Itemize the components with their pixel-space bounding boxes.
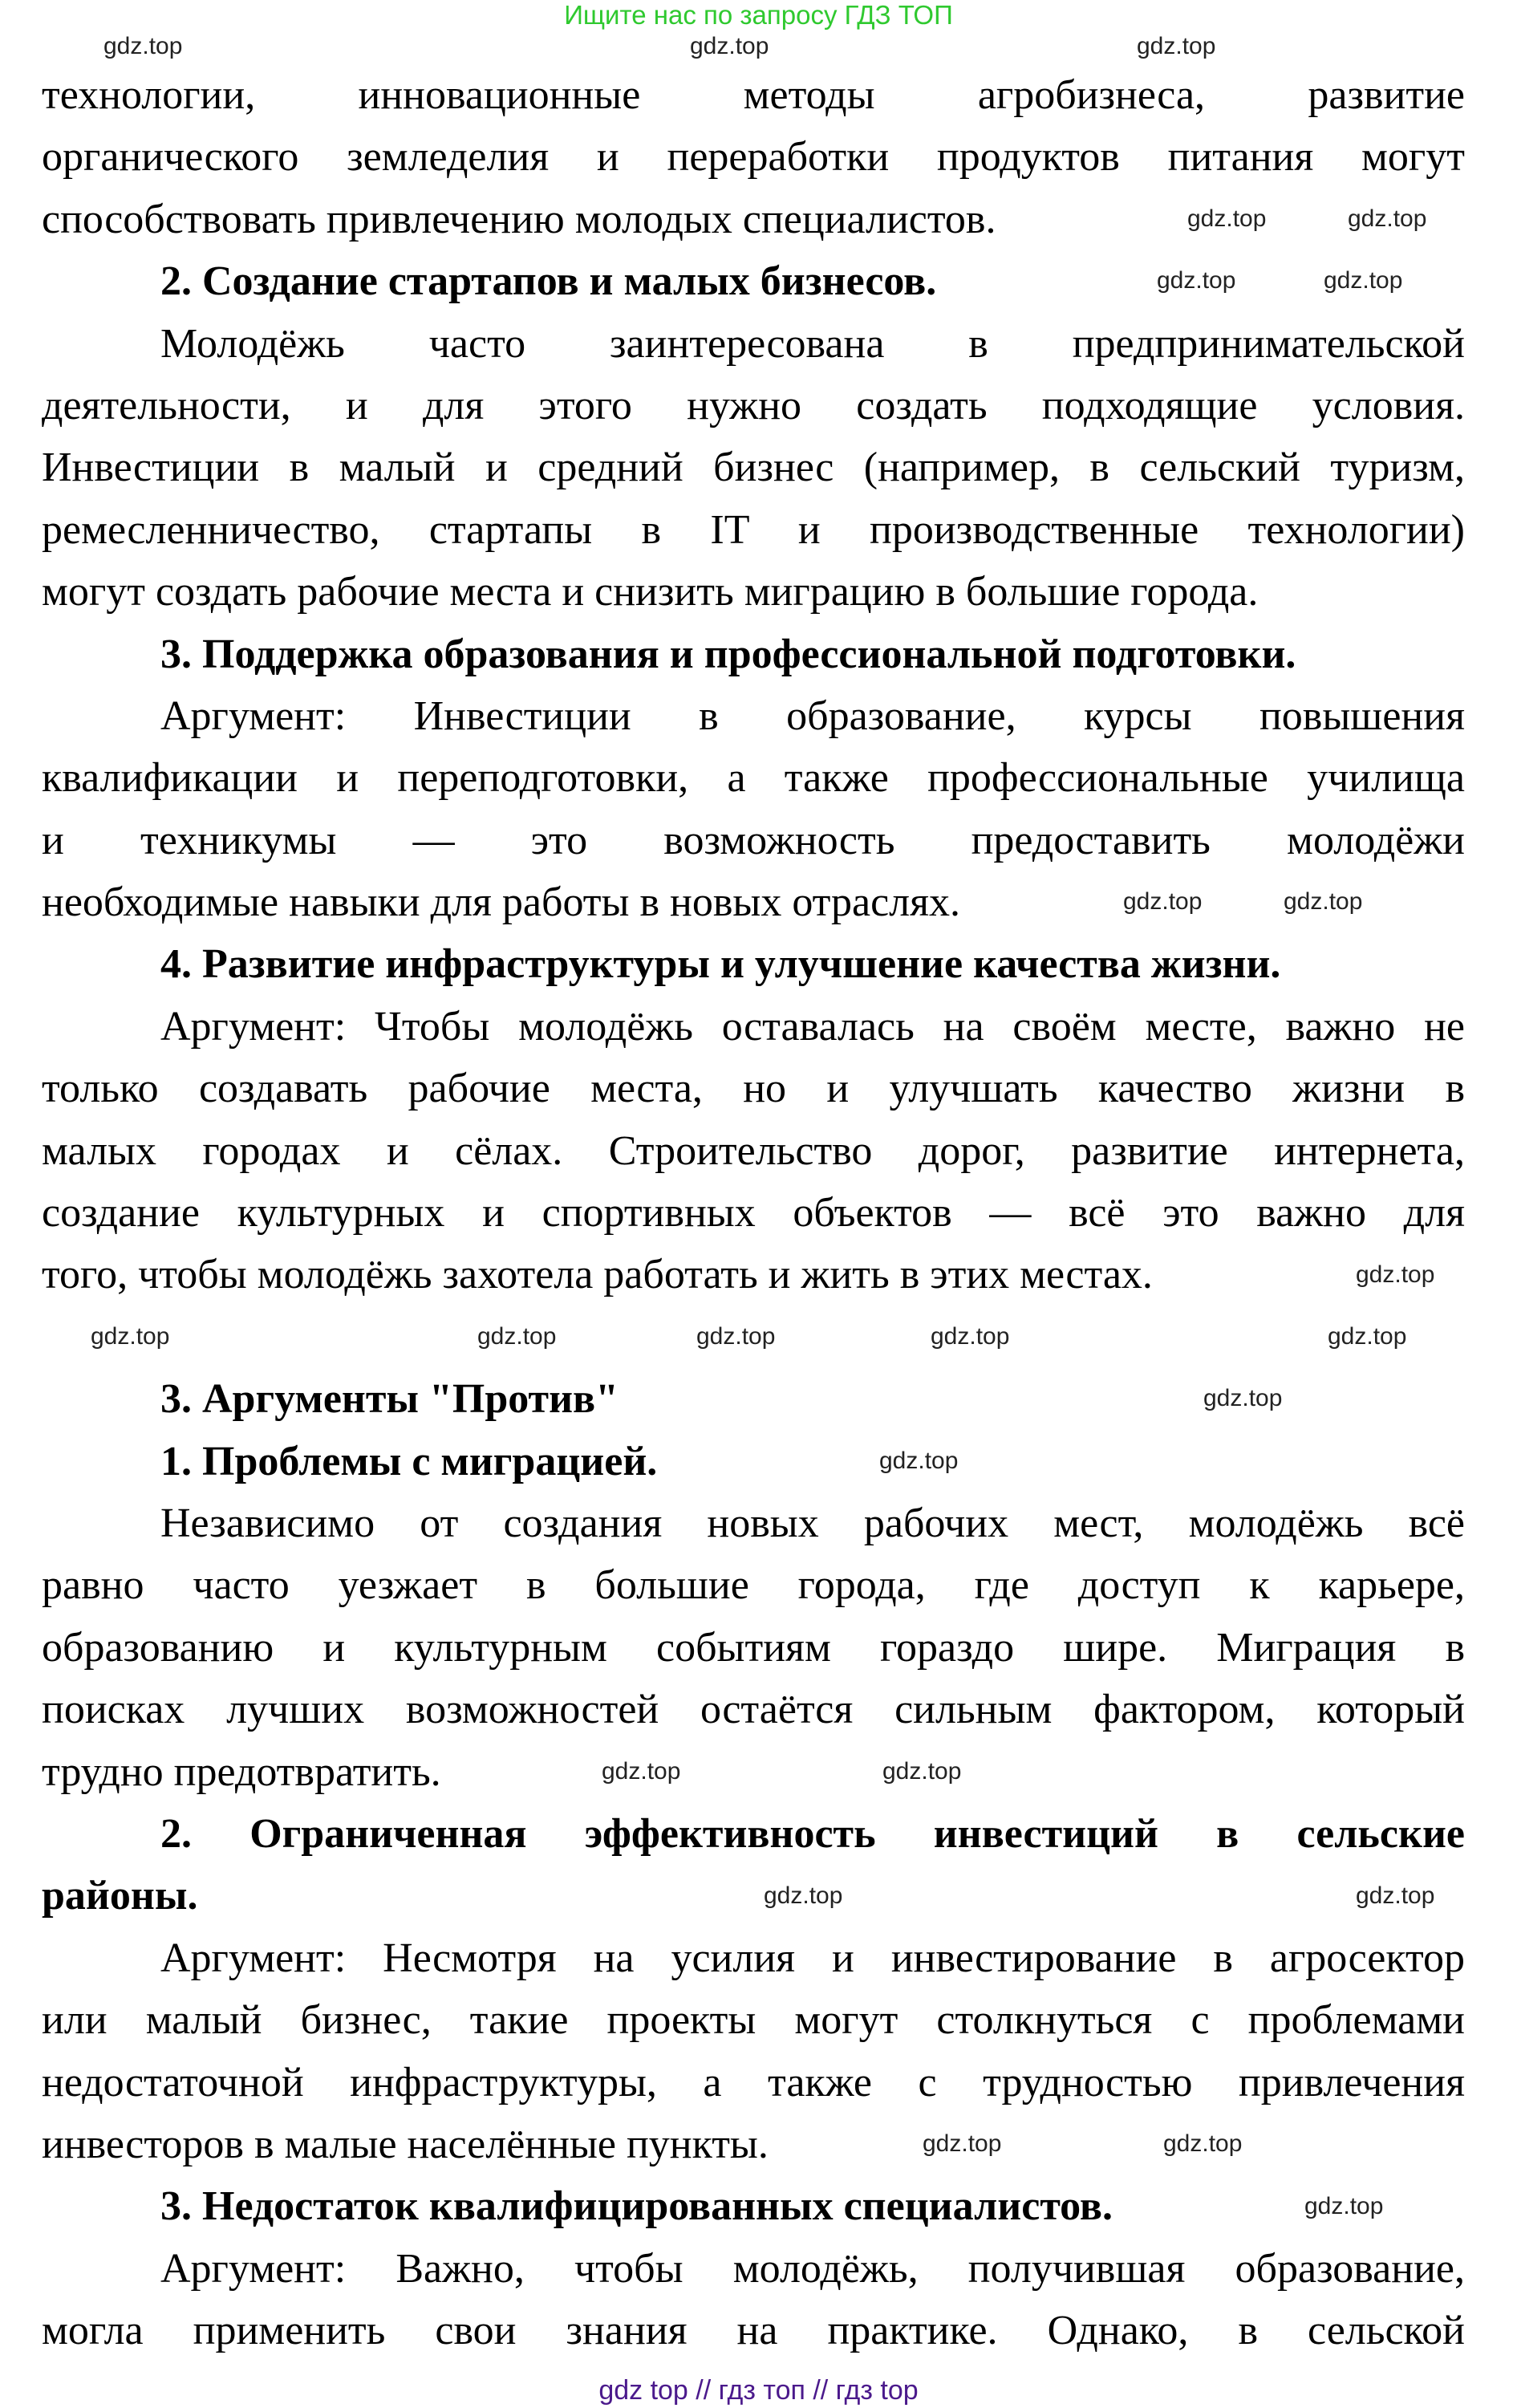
text-line: Аргумент: Чтобы молодёжь оставалась на своём месте, важно не: [160, 1003, 1465, 1050]
watermark-text: gdz.top: [1157, 267, 1236, 294]
text-line: квалификации и переподготовки, а также профессиональные училища: [42, 755, 1465, 802]
text-line: Инвестиции в малый и средний бизнес (например, в сельский туризм,: [42, 445, 1465, 491]
watermark-text: gdz.top: [1187, 205, 1267, 232]
watermark-text: gdz.top: [1304, 2192, 1384, 2219]
text-line: Аргумент: Несмотря на усилия и инвестирование в агросектор: [160, 1935, 1465, 1981]
watermark-text: gdz.top: [923, 2130, 1002, 2158]
text-line: Молодёжь часто заинтересована в предпринимательской: [160, 320, 1465, 367]
watermark-text: gdz.top: [1356, 1261, 1435, 1288]
text-line: необходимые навыки для работы в новых отраслях.: [42, 879, 961, 926]
text-line: способствовать привлечению молодых специалистов.: [42, 196, 996, 242]
text-line: равно часто уезжает в большие города, где доступ к карьере,: [42, 1562, 1465, 1609]
text-line: недостаточной инфраструктуры, а также с трудностью привлечения: [42, 2059, 1465, 2105]
watermark-text: gdz.top: [882, 1757, 962, 1785]
text-line: или малый бизнес, такие проекты могут столкнуться с проблемами: [42, 1997, 1465, 2044]
heading-line: районы.: [42, 1873, 198, 1919]
watermark-text: gdz.top: [1324, 267, 1403, 294]
text-line: ремесленничество, стартапы в IT и производственные технологии): [42, 506, 1465, 553]
text-line: малых городах и сёлах. Строительство дорог, развитие интернета,: [42, 1127, 1465, 1174]
text-line: органического земледелия и переработки продуктов питания могут: [42, 134, 1465, 181]
text-line: только создавать рабочие места, но и улучшать качество жизни в: [42, 1066, 1465, 1112]
watermark-text: gdz.top: [477, 1323, 557, 1350]
text-line: поисках лучших возможностей остаётся сильным фактором, который: [42, 1687, 1465, 1733]
text-line: технологии, инновационные методы агробизнеса, развитие: [42, 72, 1465, 118]
watermark-text: gdz.top: [690, 33, 769, 59]
text-line: могла применить свои знания на практике. Однако, в сельской: [42, 2308, 1465, 2354]
watermark-text: gdz.top: [91, 1323, 170, 1350]
watermark-text: gdz.top: [1328, 1323, 1407, 1350]
text-line: деятельности, и для этого нужно создать подходящие условия.: [42, 382, 1465, 428]
text-line: трудно предотвратить.: [42, 1748, 441, 1795]
heading-line: 2. Ограниченная эффективность инвестиций в сельские: [160, 1810, 1465, 1857]
text-line: создание культурных и спортивных объектов — всё это важно для: [42, 1190, 1465, 1236]
watermark-text: gdz.top: [1123, 888, 1203, 916]
heading-line: 2. Создание стартапов и малых бизнесов.: [160, 258, 937, 305]
text-line: и техникумы — это возможность предоставить молодёжи: [42, 817, 1465, 863]
header-banner: Ищите нас по запросу ГДЗ ТОП: [564, 0, 953, 30]
watermark-text: gdz.top: [1356, 1882, 1435, 1909]
text-line: Аргумент: Важно, чтобы молодёжь, получившая образование,: [160, 2245, 1465, 2292]
watermark-text: gdz.top: [931, 1323, 1010, 1350]
watermark-text: gdz.top: [1203, 1385, 1283, 1412]
watermark-text: gdz.top: [1284, 888, 1363, 916]
text-line: Аргумент: Инвестиции в образование, курсы повышения: [160, 692, 1465, 739]
heading-line: 3. Аргументы "Против": [160, 1376, 619, 1423]
heading-line: 4. Развитие инфраструктуры и улучшение качества жизни.: [160, 941, 1281, 988]
heading-line: 3. Поддержка образования и профессиональной подготовки.: [160, 631, 1296, 677]
watermark-text: gdz.top: [764, 1882, 843, 1909]
watermark-text: gdz.top: [1163, 2130, 1243, 2158]
watermark-text: gdz.top: [879, 1447, 959, 1474]
text-line: образованию и культурным событиям гораздо шире. Миграция в: [42, 1624, 1465, 1671]
watermark-text: gdz.top: [1137, 33, 1216, 59]
heading-line: 3. Недостаток квалифицированных специалистов.: [160, 2183, 1113, 2230]
watermark-text: gdz.top: [696, 1323, 776, 1350]
heading-line: 1. Проблемы с миграцией.: [160, 1438, 658, 1484]
footer-banner: gdz top // гдз топ // гдз top: [598, 2375, 919, 2406]
document-body: [42, 64, 1465, 2361]
watermark-text: gdz.top: [103, 33, 183, 59]
watermark-text: gdz.top: [1348, 205, 1427, 232]
text-line: того, чтобы молодёжь захотела работать и жить в этих местах.: [42, 1252, 1153, 1298]
text-line: Независимо от создания новых рабочих мест, молодёжь всё: [160, 1500, 1465, 1546]
text-line: инвесторов в малые населённые пункты.: [42, 2121, 769, 2167]
watermark-text: gdz.top: [602, 1757, 681, 1785]
text-line: могут создать рабочие места и снизить миграцию в большие города.: [42, 569, 1259, 615]
